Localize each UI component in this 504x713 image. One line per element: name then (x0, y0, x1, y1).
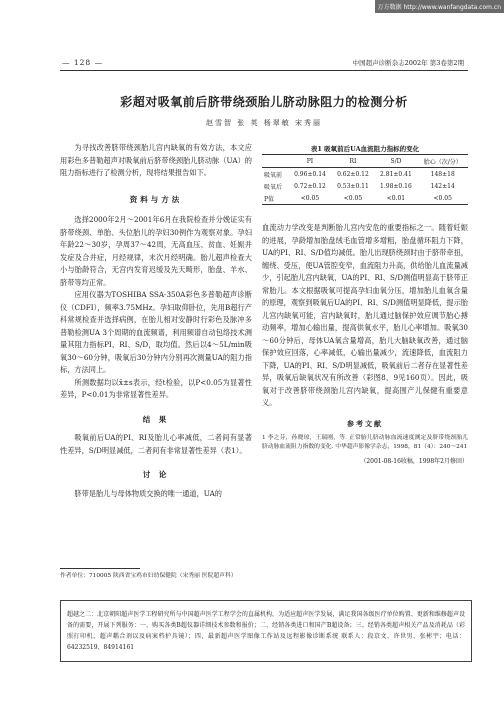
left-column (60, 142, 252, 500)
page-number: — 128 — (62, 58, 104, 67)
intro-paragraph: 为寻找改善脐带绕颈胎儿宫内缺氧的有效方法，本文应用彩色多普勒超声对吸氧前后脐带绕颈胎儿脐动脉（UA）的阻力指标进行了检测分析，现将结果报告如下。 (60, 143, 252, 177)
table-header-cell: S/D (390, 157, 402, 165)
table-cell: 148±18 (430, 170, 455, 178)
table-cell: 0.62±0.12 (337, 170, 369, 178)
table-header-cell: RI (349, 157, 357, 165)
table-row (262, 192, 468, 205)
table-cell: 0.72±0.12 (294, 182, 326, 190)
received-date: （2001-08-16收稿，1998年2月修回） (360, 458, 468, 465)
discussion-paragraph-2: 血流动力学改变是判断胎儿宫内安危的重要指标之一。随着妊娠的进展，孕龄增加胎盘绒毛血管增多增粗，胎盘循环阻力下降，UA的PI、RI、S/D值均减低。胎儿出现脐绕颈时由于脐带牵扭，缠绕、受压，使UA管腔变窄，血流阻力升高，供给胎儿血流量减少，引起胎儿宫内缺氧，UA的PI、RI、S/D测值明显高于脐带正常胎儿。本文根据吸氧可提高孕妇血氧分压，增加胎儿血氧含量的原理，观察到吸氧后UA的PI、RI、S/D测值明显降低，提示胎儿宫内缺氧可能，宫内缺氧时，胎儿通过脑保护效应调节胎心搏动频率，增加心输出量，提高供氧水平，胎儿心率增加。吸氧30～60分钟后，母体UA氧含量增高，胎儿大脑缺氧改善，通过脑保护效应回落，心率减低，心输出量减少，流速降低，血流阻力下降，UA的PI、RI、S/D明显减低，吸氧前后二者存在显著性差异，吸氧后缺氧状况有所改善（彩图8、9见160页）。因此，吸氧对于改善脐带绕颈胎儿宫内缺氧，提高围产儿保健有重要意义。 (262, 223, 468, 407)
table-header-cell (262, 155, 288, 168)
table-header-cell: PI (306, 157, 314, 165)
results-paragraph: 吸氧前后UA的PI、RI及胎儿心率减低，二者间有显著性差异，S/D明显减低，二者间有非常显著性差异（表1）。 (60, 433, 252, 455)
methods-paragraph-2: 应用仪器为TOSHIBA SSA-350A彩色多普勒超声诊断仪（CDFI），频率3.75MHz。孕妇取仰卧位，先用B超行产科常规检查并选择病例，在胎儿相对安静时行彩色及脉冲多普勒检测UA 3个周期的血流频谱，利用频谱自动包络技术测量其阻力指标PI、RI、S/D，取均值。然后以4～5L/min吸氧30～60分钟，吸氧后30分钟内分别再次测量UA的阻力指标，方法同上。 (60, 290, 252, 374)
table-header-row (262, 155, 468, 168)
table-cell: 吸氧后 (264, 183, 283, 191)
table-cell: 1.98±0.16 (380, 182, 412, 190)
table-cell: 2.81±0.41 (380, 170, 412, 178)
footnote-rule (60, 568, 140, 569)
authors: 赵雪智 张 英 杨翠敏 宋秀丽 (206, 119, 322, 127)
methods-paragraph-1: 选择2000年2月～2001年6月在我院检查并分娩证实有脐带绕颈、单胎、头位胎儿的孕妇30例作为观察对象。孕妇年龄22～30岁，孕周37～42周，无高血压、贫血、妊娠并发症及合并症，月经规律，末次月经明确。胎儿超声检查大小与胎龄符合，无宫内发育迟缓及先天畸形，胎盘、羊水、脐带等均正常。 (60, 215, 252, 287)
table-cell: 142±14 (430, 182, 455, 190)
table-cell: <0.05 (343, 194, 363, 202)
table-cell: <0.01 (386, 194, 406, 202)
methods-paragraph-3: 所测数据均以x̄±s表示，经t检验，以P<0.05为显著性差异，P<0.01为非常显著性差异。 (60, 377, 252, 399)
results-table (262, 154, 468, 205)
table-row (262, 180, 468, 192)
article-title: 彩超对吸氧前后脐带绕颈胎儿脐动脉阻力的检测分析 (120, 95, 408, 109)
author-affiliation: 作者单位：710005 陕西省宝鸡市妇幼保健院（宋秀丽 医院超声科） (60, 573, 237, 579)
reference-item: 1 李之芬，孙晓琼，王瑞刚，等. 正常胎儿脐动脉血流速度测定及脐带绕颈胎儿脐动脉血流阻力指数的变化. 中华超声影像学杂志，1998，81（4）：240～241 (262, 435, 468, 450)
table-cell: P值 (264, 195, 275, 203)
discussion-heading: 讨 论 (142, 470, 170, 479)
advertisement-text: 超越之二：北京朝阳超声医学工程研究所与中国超声医学工程学会的直属机构，为适应超声医学发展，满足我国各级医疗单位购置、更新和维修超声设备的需要，开展下列服务：一、购买各类B超仪器详细技术参数和报价；二、经销各类进口和国产B超设备；三、经销各类超声相关产品及消耗品（彩照打印机、超声耦合剂以及病案档护具镜）；四、最新超声医学图像工作站及远程影像诊断系统 联系人：段京文、许世男、张彬宇；电话：64232519、84914161 (67, 611, 465, 651)
results-heading: 结 果 (142, 414, 170, 424)
journal-header: 中国超声诊断杂志2002年 第3卷第2期 (352, 59, 464, 67)
table-cell: 0.96±0.14 (294, 170, 326, 178)
table-caption: 表1 吸氧前后UA血流阻力指标的变化 (310, 145, 420, 153)
table-row (262, 168, 468, 181)
methods-heading: 资料与方法 (129, 194, 183, 204)
table-cell: 0.53±0.11 (337, 182, 369, 190)
table-header-cell: 胎心（次/分） (423, 158, 462, 166)
watermark: 万方数据 http://www.wanfangdata.com.cn (375, 0, 504, 13)
table-cell: <0.05 (433, 194, 452, 202)
references-heading: 参考文献 (347, 418, 383, 428)
table-cell: <0.05 (300, 194, 320, 202)
table-cell: 吸氧前 (264, 171, 283, 179)
header-rule (60, 70, 468, 71)
advertisement-box (60, 600, 472, 662)
discussion-paragraph-1: 脐带是胎儿与母体物质交换的唯一通道，UA的 (74, 488, 222, 498)
right-column (262, 222, 468, 469)
